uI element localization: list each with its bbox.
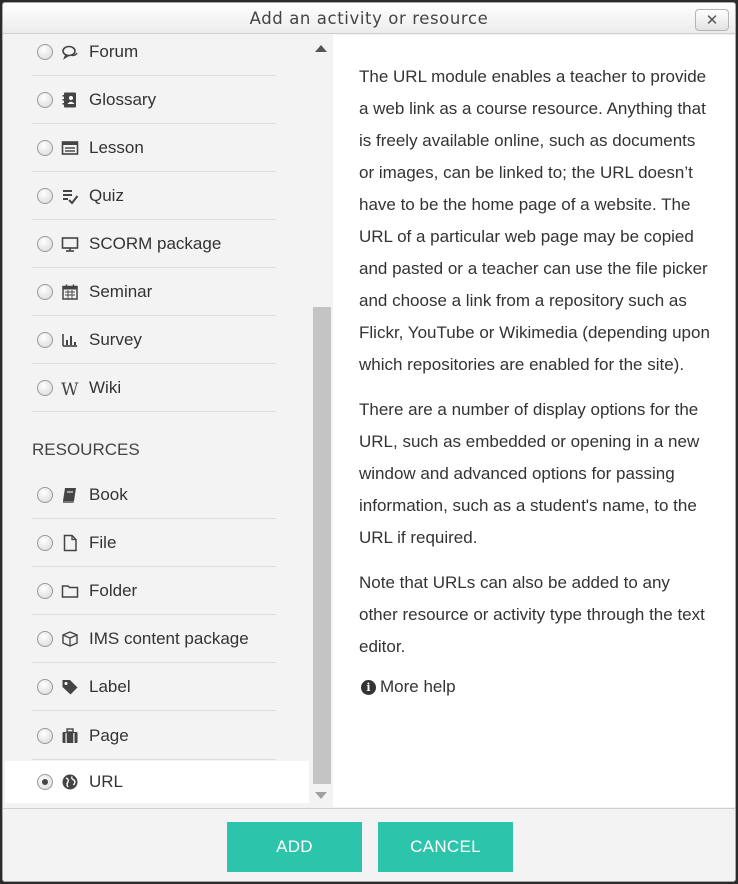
- option-label: Seminar: [89, 282, 153, 301]
- scroll-down-arrow-icon[interactable]: [315, 792, 327, 799]
- option-label-resource[interactable]: [5, 663, 309, 711]
- resources-heading: RESOURCES: [32, 440, 140, 459]
- option-label: Glossary: [89, 90, 157, 109]
- option-radio[interactable]: [37, 236, 53, 252]
- option-label: Book: [89, 485, 128, 504]
- close-button[interactable]: [695, 9, 729, 31]
- module-options-list: [5, 35, 309, 805]
- option-radio[interactable]: [37, 140, 53, 156]
- help-paragraph: There are a number of display options for the URL, such as embedded or opening in a new window and advanced options for passing information, such as a student's name, to the URL if required.: [359, 400, 700, 547]
- globe-icon: [61, 773, 79, 791]
- option-ims-content-package[interactable]: [5, 615, 309, 663]
- option-survey[interactable]: [5, 316, 309, 364]
- ims-package-icon: [61, 630, 79, 648]
- more-help-link[interactable]: [361, 677, 711, 697]
- option-radio[interactable]: [37, 728, 53, 744]
- scrollbar-thumb[interactable]: [313, 307, 331, 784]
- option-label: Label: [89, 677, 131, 696]
- option-radio[interactable]: [37, 332, 53, 348]
- scorm-icon: [61, 235, 79, 253]
- help-paragraph: The URL module enables a teacher to provide a web link as a course resource. Anything that is freely available online, such as documents or images, can be linked to; the URL doesn’t have to be the home page of a website. The URL of a particular web page may be copied and pasted or a teacher can use the file picker and choose a link from a repository such as Flickr, YouTube or Wikimedia (depending upon which repositories are enabled for the site).: [359, 67, 710, 374]
- dialog-titlebar: [3, 3, 735, 34]
- close-icon: ✕: [705, 11, 719, 29]
- add-button[interactable]: ADD: [227, 822, 362, 872]
- option-glossary[interactable]: [5, 76, 309, 124]
- option-divider: [32, 759, 276, 760]
- option-radio[interactable]: [37, 487, 53, 503]
- quiz-icon: [61, 187, 79, 205]
- option-radio[interactable]: [37, 679, 53, 695]
- option-file[interactable]: [5, 519, 309, 567]
- option-radio[interactable]: [37, 535, 53, 551]
- option-label: IMS content package: [89, 629, 249, 648]
- page-icon: [61, 727, 79, 745]
- option-label: Lesson: [89, 138, 144, 157]
- options-scrollbar[interactable]: [310, 35, 332, 807]
- option-lesson[interactable]: [5, 124, 309, 172]
- option-label: Survey: [89, 330, 142, 349]
- option-divider: [32, 411, 276, 412]
- option-book[interactable]: [5, 471, 309, 519]
- lesson-icon: [61, 139, 79, 157]
- survey-chart-icon: [61, 331, 79, 349]
- option-label: File: [89, 533, 117, 552]
- dialog-title: Add an activity or resource: [249, 9, 489, 28]
- option-radio[interactable]: [37, 631, 53, 647]
- file-icon: [61, 534, 79, 552]
- option-radio[interactable]: [37, 284, 53, 300]
- forum-icon: [61, 43, 79, 61]
- option-radio[interactable]: [37, 380, 53, 396]
- module-help-panel: [333, 35, 735, 807]
- option-radio-selected[interactable]: [37, 774, 53, 790]
- option-page[interactable]: [5, 712, 309, 760]
- info-icon: i: [361, 680, 376, 695]
- option-radio[interactable]: [37, 44, 53, 60]
- option-radio[interactable]: [37, 188, 53, 204]
- wiki-icon: [61, 379, 79, 397]
- option-label: Page: [89, 726, 129, 745]
- option-folder[interactable]: [5, 567, 309, 615]
- option-label: URL: [89, 772, 124, 791]
- option-quiz[interactable]: [5, 172, 309, 220]
- option-label: Folder: [89, 581, 138, 600]
- help-paragraph: Note that URLs can also be added to any other resource or activity type through the text editor.: [359, 573, 705, 656]
- option-forum[interactable]: [5, 35, 309, 76]
- option-seminar[interactable]: [5, 268, 309, 316]
- activity-chooser-dialog: [2, 2, 736, 882]
- calendar-icon: [61, 283, 79, 301]
- option-label: Forum: [89, 42, 139, 61]
- option-url[interactable]: [5, 761, 309, 803]
- option-divider: [32, 710, 276, 711]
- dialog-footer: [3, 808, 735, 881]
- cancel-button[interactable]: CANCEL: [378, 822, 513, 872]
- folder-icon: [61, 582, 79, 600]
- glossary-icon: [61, 91, 79, 109]
- more-help-label: More help: [380, 677, 456, 696]
- tag-icon: [61, 678, 79, 696]
- option-label: Quiz: [89, 186, 124, 205]
- book-icon: [61, 486, 79, 504]
- option-scorm-package[interactable]: [5, 220, 309, 268]
- option-radio[interactable]: [37, 583, 53, 599]
- option-wiki[interactable]: [5, 364, 309, 412]
- option-radio[interactable]: [37, 92, 53, 108]
- scroll-up-arrow-icon[interactable]: [315, 45, 327, 52]
- svg-text:W: W: [61, 380, 79, 397]
- option-label: SCORM package: [89, 234, 222, 253]
- option-label: Wiki: [89, 378, 122, 397]
